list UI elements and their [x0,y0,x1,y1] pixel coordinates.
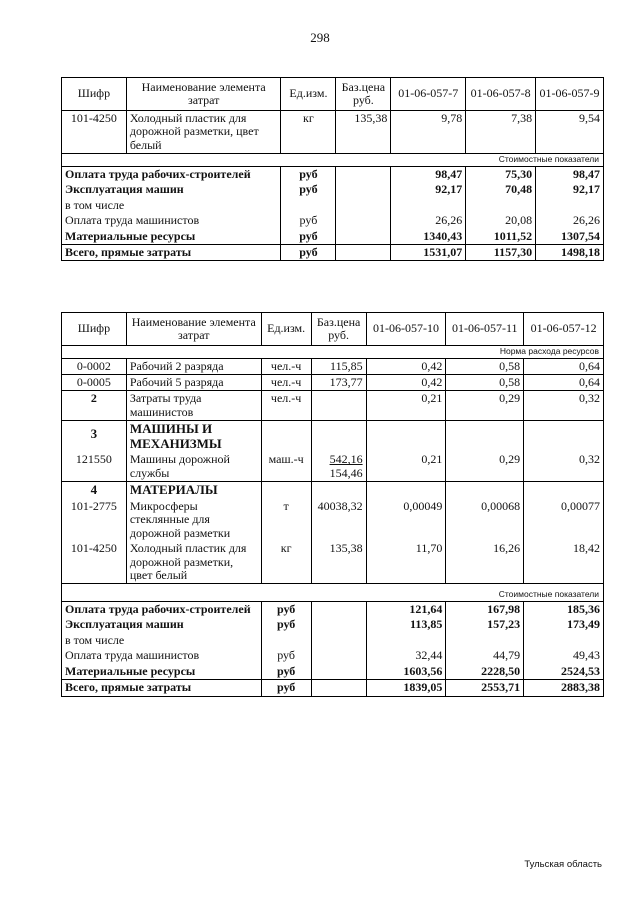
table-row [62,374,604,390]
summary-name: в том числе [62,198,281,213]
value-cell: 0,42 [366,374,446,390]
summary-value: 1307,54 [536,229,604,245]
table-header-row [62,313,604,346]
norm-label: Норма расхода ресурсов [62,346,604,359]
table-row [62,499,604,541]
unit-cell: чел.-ч [261,391,311,421]
summary-unit: руб [261,617,311,632]
name-cell: Рабочий 2 разряда [126,358,261,374]
summary-row [62,601,604,617]
section-label-row [62,584,604,602]
summary-value: 32,44 [366,648,446,663]
price-top: 542,16 [329,452,363,467]
code-cell: 0-0005 [62,374,127,390]
summary-value: 1340,43 [391,229,466,245]
summary-unit: руб [261,601,311,617]
value-cell: 0,32 [524,452,604,481]
value-cell: 0,64 [524,374,604,390]
price-cell [311,391,366,421]
summary-name: в том числе [62,633,262,648]
summary-value: 2524,53 [524,664,604,680]
summary-value: 1603,56 [366,664,446,680]
empty-cell [336,229,391,245]
empty-cell [336,182,391,197]
summary-name: Материальные ресурсы [62,664,262,680]
empty-cell [311,421,366,453]
column-header: 01-06-057-12 [524,313,604,346]
summary-row [62,182,604,197]
unit-cell: чел.-ч [261,358,311,374]
summary-value: 20,08 [466,213,536,228]
value-cell: 0,00049 [366,499,446,541]
unit-cell: чел.-ч [261,374,311,390]
summary-unit: руб [281,229,336,245]
value-cell: 0,29 [446,391,524,421]
column-header: Наименование элемента затрат [126,313,261,346]
summary-value: 2553,71 [446,680,524,696]
norm-label-row [62,346,604,359]
summary-value: 1498,18 [536,245,604,261]
value-cell: 0,58 [446,374,524,390]
summary-name: Материальные ресурсы [62,229,281,245]
summary-value: 44,79 [446,648,524,663]
empty-cell [336,245,391,261]
value-cell: 7,38 [466,111,536,154]
summary-value: 2883,38 [524,680,604,696]
summary-value: 98,47 [536,166,604,182]
value-cell: 0,00077 [524,499,604,541]
summary-unit: руб [281,166,336,182]
column-header: 01-06-057-8 [466,78,536,111]
group-header-row [62,482,604,499]
column-header: 01-06-057-9 [536,78,604,111]
section-label: Стоимостные показатели [62,584,604,602]
column-header: 01-06-057-7 [391,78,466,111]
empty-cell [524,421,604,453]
code-cell: 101-4250 [62,111,127,154]
table-header-row [62,78,604,111]
empty-cell [281,198,336,213]
summary-value: 26,26 [391,213,466,228]
empty-cell [466,198,536,213]
column-header: Баз.цена руб. [311,313,366,346]
empty-cell [261,482,311,499]
empty-cell [366,633,446,648]
summary-row [62,617,604,632]
summary-unit: руб [261,648,311,663]
column-header: Шифр [62,313,127,346]
summary-value: 1839,05 [366,680,446,696]
summary-value: 1531,07 [391,245,466,261]
summary-row [62,633,604,648]
empty-cell [524,482,604,499]
column-header: Ед.изм. [281,78,336,111]
summary-value: 70,48 [466,182,536,197]
value-cell: 9,78 [391,111,466,154]
code-cell: 0-0002 [62,358,127,374]
summary-name: Оплата труда машинистов [62,648,262,663]
empty-cell [446,482,524,499]
price-cell: 173,77 [311,374,366,390]
price-cell [311,452,366,481]
empty-cell [366,482,446,499]
column-header: Баз.цена руб. [336,78,391,111]
summary-value: 1011,52 [466,229,536,245]
code-cell: 2 [62,391,127,421]
summary-value: 121,64 [366,601,446,617]
unit-cell: т [261,499,311,541]
group-title: МАШИНЫ И МЕХАНИЗМЫ [126,421,261,453]
price-cell: 40038,32 [311,499,366,541]
value-cell: 0,00068 [446,499,524,541]
summary-name: Оплата труда машинистов [62,213,281,228]
empty-cell [366,421,446,453]
empty-cell [261,633,311,648]
empty-cell [311,633,366,648]
summary-name: Эксплуатация машин [62,182,281,197]
summary-value: 49,43 [524,648,604,663]
value-cell: 0,32 [524,391,604,421]
value-cell: 0,64 [524,358,604,374]
summary-name: Оплата труда рабочих-строителей [62,601,262,617]
empty-cell [311,648,366,663]
empty-cell [311,601,366,617]
empty-cell [336,213,391,228]
section-label-row [62,154,604,167]
resource-table-2 [61,312,604,697]
code-cell: 121550 [62,452,127,481]
name-cell: Микросферы стеклянные для дорожной разметки [126,499,261,541]
empty-cell [311,482,366,499]
summary-name: Эксплуатация машин [62,617,262,632]
value-cell: 0,58 [446,358,524,374]
summary-unit: руб [261,680,311,696]
table-row [62,452,604,481]
summary-name: Всего, прямые затраты [62,680,262,696]
summary-unit: руб [281,245,336,261]
empty-cell [536,198,604,213]
unit-cell: кг [281,111,336,154]
value-cell: 0,42 [366,358,446,374]
empty-cell [336,166,391,182]
name-cell: Рабочий 5 разряда [126,374,261,390]
price-cell: 115,85 [311,358,366,374]
column-header: Шифр [62,78,127,111]
value-cell: 0,21 [366,452,446,481]
summary-name: Всего, прямые затраты [62,245,281,261]
value-cell: 0,29 [446,452,524,481]
code-cell: 101-4250 [62,541,127,584]
summary-row [62,213,604,228]
column-header: Ед.изм. [261,313,311,346]
table-row [62,111,604,154]
value-cell: 11,70 [366,541,446,584]
summary-value: 92,17 [536,182,604,197]
summary-value: 173,49 [524,617,604,632]
value-cell: 18,42 [524,541,604,584]
name-cell: Холодный пластик для дорожной разметки, цвет белый [126,541,261,584]
summary-value: 157,23 [446,617,524,632]
value-cell: 16,26 [446,541,524,584]
summary-name: Оплата труда рабочих-строителей [62,166,281,182]
empty-cell [311,617,366,632]
page-number: 298 [310,30,330,45]
empty-cell [311,680,366,696]
column-header: 01-06-057-11 [446,313,524,346]
summary-unit: руб [281,213,336,228]
resource-table-1 [61,77,604,261]
summary-row [62,648,604,663]
column-header: 01-06-057-10 [366,313,446,346]
table-row [62,541,604,584]
summary-row [62,245,604,261]
summary-unit: руб [261,664,311,680]
value-cell: 0,21 [366,391,446,421]
code-cell: 101-2775 [62,499,127,541]
summary-unit: руб [281,182,336,197]
section-label: Стоимостные показатели [62,154,604,167]
name-cell: Затраты труда машинистов [126,391,261,421]
summary-row [62,680,604,696]
empty-cell [311,664,366,680]
summary-row [62,166,604,182]
summary-value: 26,26 [536,213,604,228]
summary-value: 113,85 [366,617,446,632]
summary-value: 185,36 [524,601,604,617]
summary-value: 98,47 [391,166,466,182]
empty-cell [446,421,524,453]
summary-value: 75,30 [466,166,536,182]
group-header-row [62,421,604,453]
empty-cell [524,633,604,648]
price-cell: 135,38 [336,111,391,154]
summary-value: 2228,50 [446,664,524,680]
unit-cell: маш.-ч [261,452,311,481]
group-number: 4 [62,482,127,499]
empty-cell [261,421,311,453]
table-row [62,358,604,374]
summary-value: 167,98 [446,601,524,617]
table-row [62,391,604,421]
empty-cell [391,198,466,213]
empty-cell [446,633,524,648]
group-title: МАТЕРИАЛЫ [126,482,261,499]
unit-cell: кг [261,541,311,584]
price-bottom: 154,46 [329,465,363,480]
summary-row [62,229,604,245]
value-cell: 9,54 [536,111,604,154]
name-cell: Холодный пластик для дорожной разметки, цвет белый [126,111,281,154]
group-number: 3 [62,421,127,453]
footer-region-label: Тульская область [524,859,602,870]
summary-value: 1157,30 [466,245,536,261]
summary-row [62,664,604,680]
name-cell: Машины дорожной службы [126,452,261,481]
empty-cell [336,198,391,213]
column-header: Наименование элемента затрат [126,78,281,111]
summary-row [62,198,604,213]
price-cell: 135,38 [311,541,366,584]
summary-value: 92,17 [391,182,466,197]
